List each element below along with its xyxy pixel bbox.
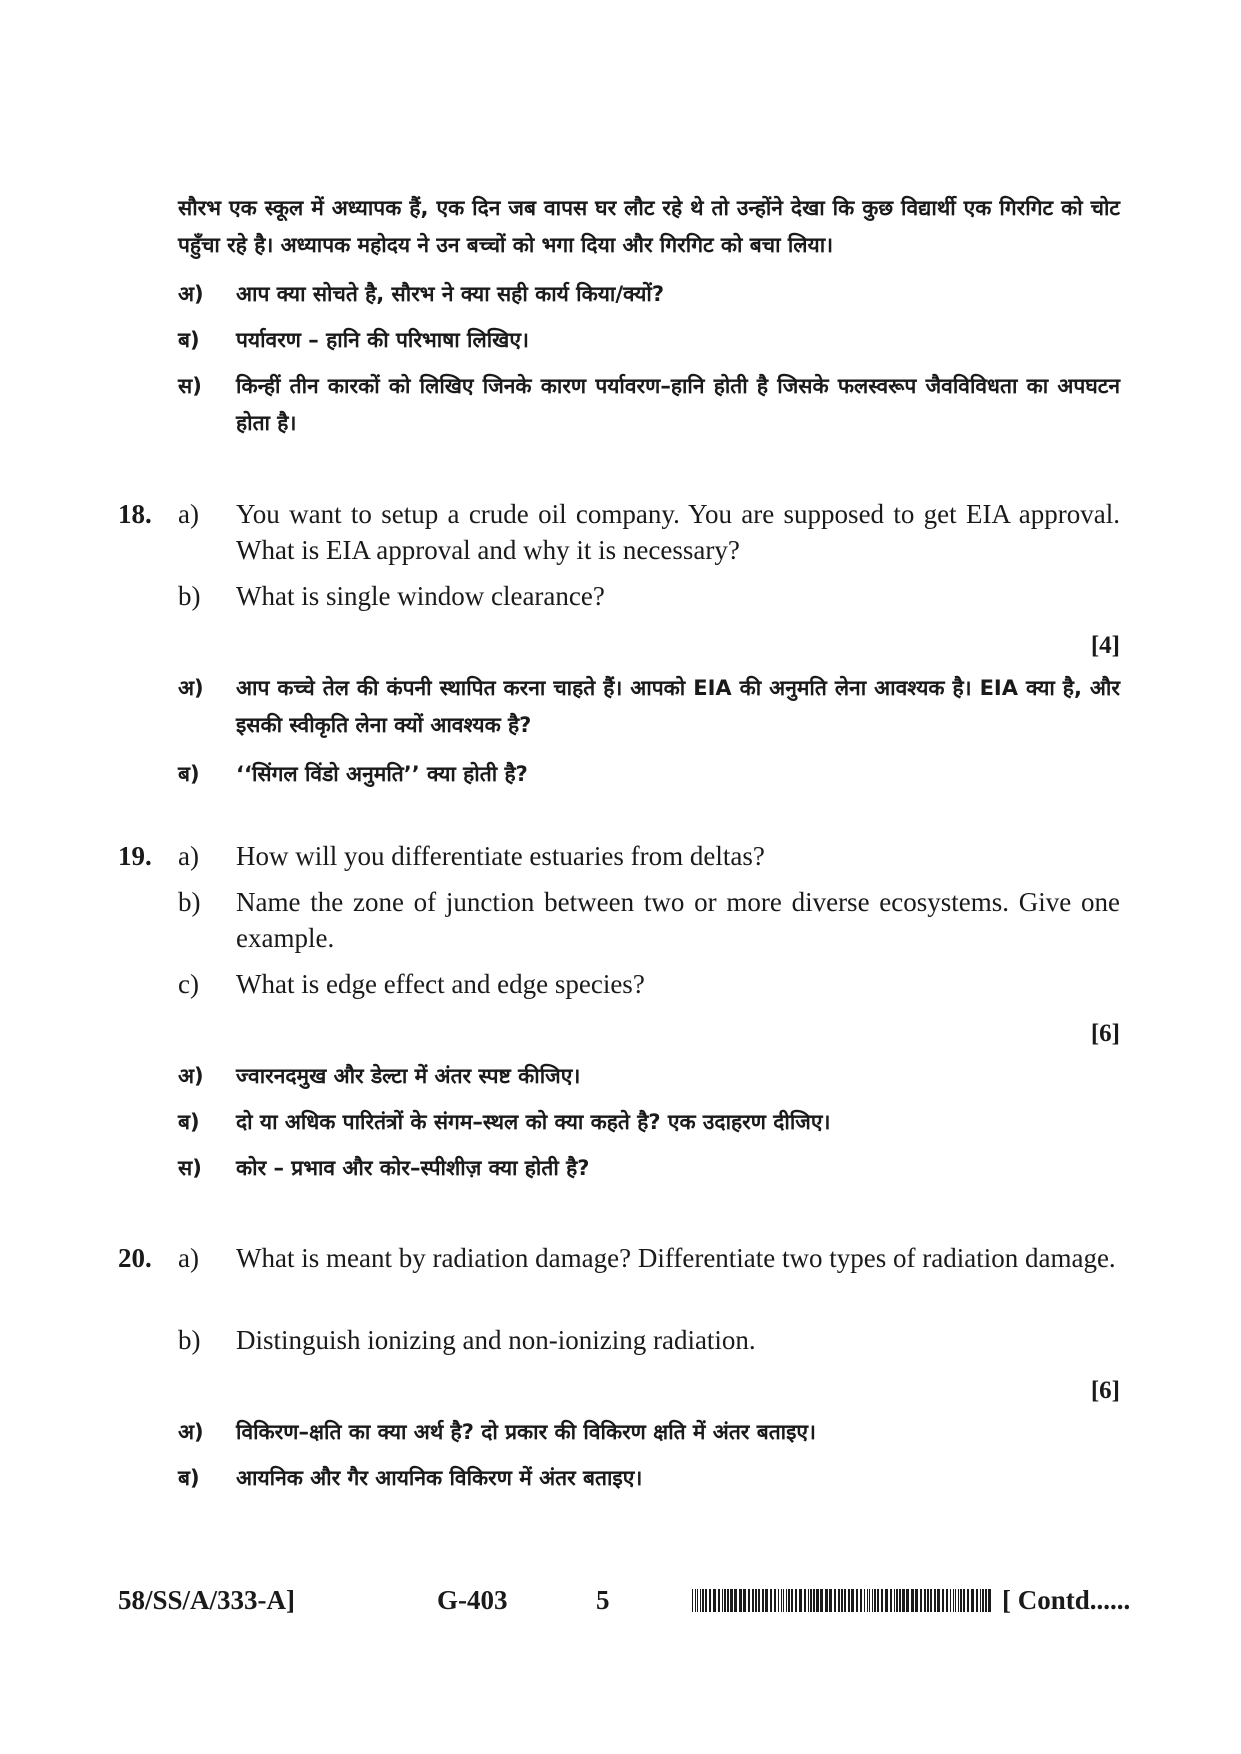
item-text: आप क्या सोचते है, सौरभ ने क्या सही कार्य किया/क्यों? bbox=[236, 282, 665, 306]
item-label: ब) bbox=[178, 1110, 200, 1134]
q19-marks: [6] bbox=[1090, 1020, 1120, 1047]
intro-item-c bbox=[178, 368, 1120, 442]
item-label: b) bbox=[178, 1325, 201, 1355]
q19-item-b bbox=[178, 884, 1120, 956]
intro-item-b bbox=[178, 322, 1120, 359]
item-label: ब) bbox=[178, 1466, 200, 1490]
q18-marks: [4] bbox=[1090, 632, 1120, 659]
q19-hindi-item-c bbox=[178, 1150, 1120, 1187]
intro-item-a bbox=[178, 276, 1120, 313]
q18-hindi-item-b bbox=[178, 756, 1120, 793]
question-number-20: 20. bbox=[118, 1243, 152, 1273]
item-label: स) bbox=[178, 374, 202, 398]
intro-passage: सौरभ एक स्कूल में अध्यापक हैं, एक दिन जब वापस घर लौट रहे थे तो उन्होंने देखा कि कुछ विद्यार्थी एक गिरगिट को चोट पहुँचा रहे है। अध्यापक महोदय ने उन बच्चों को भगा दिया और गिरगिट को बचा लिया। bbox=[178, 196, 1120, 257]
item-label: b) bbox=[178, 581, 201, 611]
item-label: c) bbox=[178, 969, 199, 999]
item-text: Distinguish ionizing and non-ionizing radiation. bbox=[236, 1325, 756, 1355]
item-text: What is edge effect and edge species? bbox=[236, 969, 645, 999]
paper-series: G-403 bbox=[437, 1585, 508, 1615]
continued-label: [ Contd...... bbox=[1002, 1585, 1131, 1615]
item-label: अ) bbox=[178, 1064, 204, 1088]
item-label: स) bbox=[178, 1156, 202, 1180]
item-text: विकिरण–क्षति का क्या अर्थ है? दो प्रकार की विकिरण क्षति में अंतर बताइए। bbox=[236, 1420, 816, 1444]
item-text: कोर – प्रभाव और कोर–स्पीशीज़ क्या होती है? bbox=[236, 1156, 590, 1180]
q18-hindi-item-a bbox=[178, 670, 1120, 744]
item-label: अ) bbox=[178, 1420, 204, 1444]
item-text: ज्वारनदमुख और डेल्टा में अंतर स्पष्ट कीजिए। bbox=[236, 1064, 581, 1088]
page-number: 5 bbox=[596, 1585, 610, 1615]
paper-code: 58/SS/A/333-A] bbox=[118, 1585, 296, 1615]
item-label: a) bbox=[178, 1243, 199, 1273]
item-label: a) bbox=[178, 841, 199, 871]
q18-item-b bbox=[178, 578, 1120, 614]
q20-hindi-item-b bbox=[178, 1460, 1120, 1497]
item-label: अ) bbox=[178, 282, 204, 306]
question-number-18: 18. bbox=[118, 499, 152, 529]
item-text: What is meant by radiation damage? Differentiate two types of radiation damage. bbox=[236, 1243, 1116, 1273]
barcode-image bbox=[692, 1589, 992, 1612]
item-text: किन्हीं तीन कारकों को लिखिए जिनके कारण पर्यावरण–हानि होती है जिसके फलस्वरूप जैवविविधता का अपघटन होता है। bbox=[236, 374, 1120, 435]
q19-item-a bbox=[178, 838, 1120, 874]
item-label: a) bbox=[178, 499, 199, 529]
item-text: You want to setup a crude oil company. You are supposed to get EIA approval. What is EIA approval and why it is necessary? bbox=[236, 499, 1120, 565]
item-label: ब) bbox=[178, 328, 200, 352]
q19-hindi-item-b bbox=[178, 1104, 1120, 1141]
item-label: b) bbox=[178, 887, 201, 917]
item-text: आप कच्चे तेल की कंपनी स्थापित करना चाहते हैं। आपको EIA की अनुमति लेना आवश्यक है। EIA क्या है, और इसकी स्वीकृति लेना क्यों आवश्यक है? bbox=[236, 676, 1120, 737]
q19-item-c bbox=[178, 966, 1120, 1002]
q19-hindi-item-a bbox=[178, 1058, 1120, 1095]
item-label: अ) bbox=[178, 676, 204, 700]
item-text: How will you differentiate estuaries from deltas? bbox=[236, 841, 765, 871]
q20-item-a bbox=[178, 1240, 1120, 1276]
item-text: What is single window clearance? bbox=[236, 581, 605, 611]
item-label: ब) bbox=[178, 762, 200, 786]
q18-item-a bbox=[178, 496, 1120, 568]
question-number-19: 19. bbox=[118, 841, 152, 871]
q20-marks: [6] bbox=[1090, 1377, 1120, 1404]
q20-item-b bbox=[178, 1322, 1120, 1358]
item-text: Name the zone of junction between two or more diverse ecosystems. Give one example. bbox=[236, 887, 1120, 953]
item-text: पर्यावरण – हानि की परिभाषा लिखिए। bbox=[236, 328, 529, 352]
item-text: दो या अधिक पारितंत्रों के संगम–स्थल को क्या कहते है? एक उदाहरण दीजिए। bbox=[236, 1110, 831, 1134]
q20-hindi-item-a bbox=[178, 1414, 1120, 1451]
item-text: आयनिक और गैर आयनिक विकिरण में अंतर बताइए। bbox=[236, 1466, 643, 1490]
item-text: ‘‘सिंगल विंडो अनुमति’’ क्या होती है? bbox=[236, 762, 528, 786]
